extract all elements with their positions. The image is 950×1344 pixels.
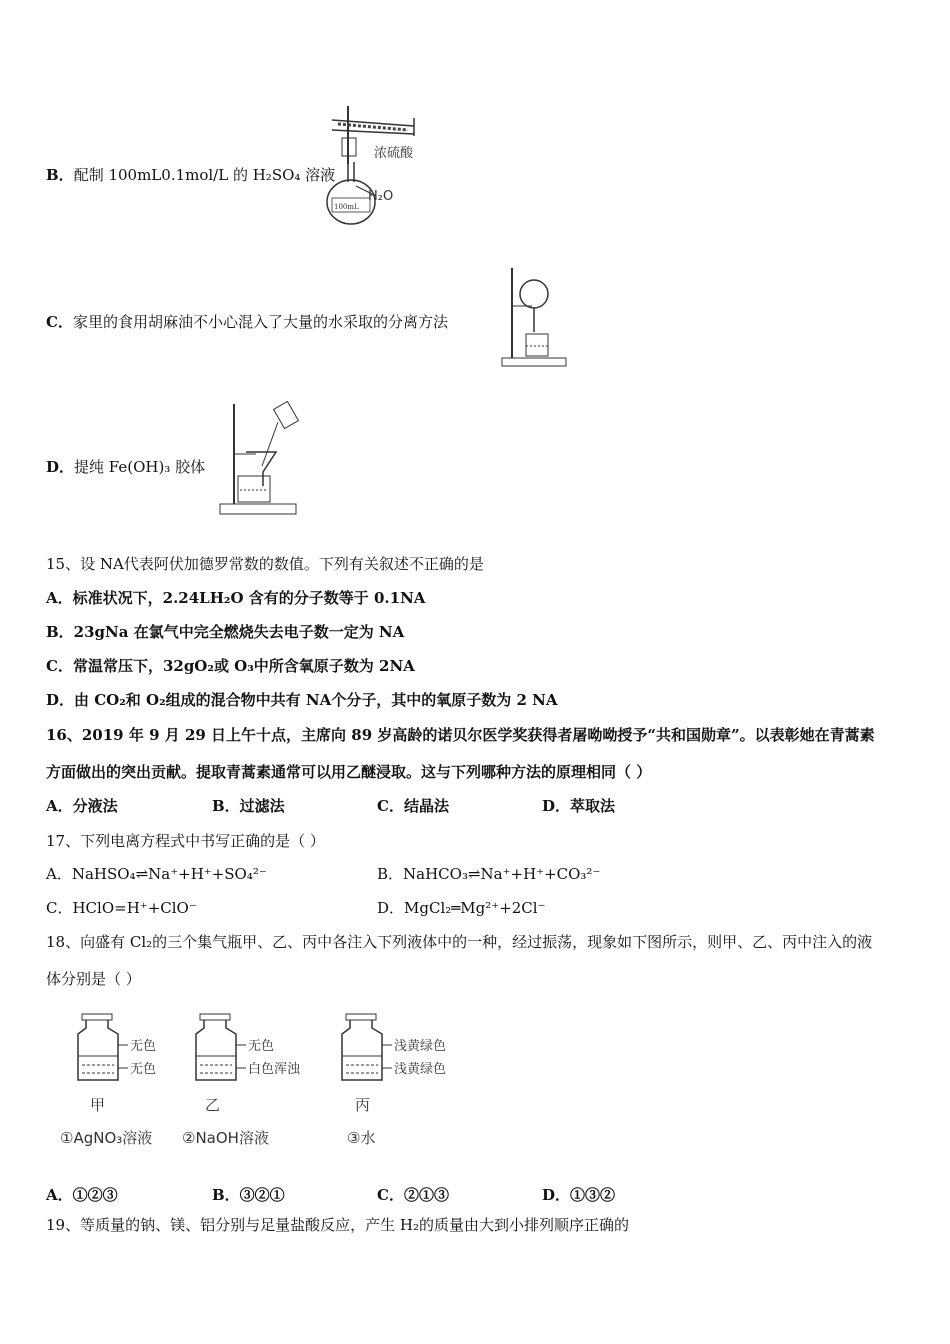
filtration-figure — [216, 396, 300, 518]
q17-option-b: B．NaHCO₃⇌Na⁺+H⁺+CO₃²⁻ — [377, 865, 601, 883]
q15-option-d: D．由 CO₂和 O₂组成的混合物中共有 NA个分子，其中的氧原子数为 2 NA — [46, 691, 558, 709]
bottle-3-top-label: 浅黄绿色 — [394, 1039, 447, 1054]
option-c — [46, 312, 448, 332]
q16-stem-line1: 16、2019 年 9 月 29 日上午十点，主席向 89 岁高龄的诺贝尔医学奖获得者屠呦呦授予“共和国勋章”。以表彰她在青蒿素 — [46, 726, 875, 744]
option-d-letter: D． — [46, 458, 75, 476]
label-conc-acid: 浓硫酸 — [374, 146, 414, 161]
bottle-1-bottom-label: 无色 — [130, 1062, 157, 1077]
flask-label: 100mL — [334, 203, 359, 211]
option-b — [46, 165, 335, 185]
bottle-3-name: 丙 — [355, 1096, 371, 1114]
separatory-funnel-figure — [498, 266, 570, 370]
option-c-text: 家里的食用胡麻油不小心混入了大量的水采取的分离方法 — [72, 313, 448, 331]
liquid-2-label: ②NaOH溶液 — [182, 1129, 269, 1147]
volumetric-flask-figure — [318, 104, 418, 228]
bottle-yi — [196, 1014, 301, 1080]
q18-option-c: C．②①③ — [377, 1186, 449, 1204]
liquid-3-label: ③水 — [347, 1129, 376, 1147]
bottle-1-top-label: 无色 — [130, 1039, 157, 1054]
bottle-2-bottom-label: 白色浑浊 — [248, 1062, 301, 1077]
bottle-jia — [78, 1014, 156, 1080]
q18-option-b: B．③②① — [212, 1186, 285, 1204]
bottle-3-bottom-label: 浅黄绿色 — [394, 1062, 447, 1077]
bottle-2-top-label: 无色 — [248, 1039, 275, 1054]
bottle-2-name: 乙 — [205, 1096, 221, 1114]
q18-stem-line1: 18、向盛有 Cl₂的三个集气瓶甲、乙、丙中各注入下列液体中的一种，经过振荡，现象如下图所示，则甲、乙、丙中注入的液 — [46, 933, 873, 951]
q15-option-c: C．常温常压下，32gO₂或 O₃中所含氧原子数为 2NA — [46, 657, 415, 675]
q17-option-a: A．NaHSO₄⇌Na⁺+H⁺+SO₄²⁻ — [46, 865, 267, 883]
liquid-1-label: ①AgNO₃溶液 — [60, 1129, 153, 1147]
q16-option-c: C．结晶法 — [377, 797, 449, 815]
q17-option-d: D．MgCl₂═Mg²⁺+2Cl⁻ — [377, 899, 546, 917]
q19-stem: 19、等质量的钠、镁、铝分别与足量盐酸反应，产生 H₂的质量由大到小排列顺序正确的 — [46, 1216, 629, 1234]
option-d-text: 提纯 Fe(OH)₃ 胶体 — [74, 458, 206, 476]
q15-stem: 15、设 NA代表阿伏加德罗常数的数值。下列有关叙述不正确的是 — [46, 555, 484, 573]
q16-option-d: D．萃取法 — [542, 797, 616, 815]
label-water: H₂O — [368, 189, 394, 204]
q16-option-a: A．分液法 — [46, 797, 118, 815]
bottle-1-name: 甲 — [90, 1096, 106, 1114]
q15-option-a: A．标准状况下，2.24LH₂O 含有的分子数等于 0.1NA — [46, 589, 426, 607]
q18-option-a: A．①②③ — [46, 1186, 118, 1204]
q16-stem-line2: 方面做出的突出贡献。提取青蒿素通常可以用乙醚浸取。这与下列哪种方法的原理相同（ ） — [46, 763, 652, 781]
q17-stem: 17、下列电离方程式中书写正确的是（ ） — [46, 832, 325, 850]
option-b-letter: B． — [46, 166, 74, 184]
q17-option-c: C．HClO=H⁺+ClO⁻ — [46, 899, 197, 917]
q18-stem-line2: 体分别是（ ） — [46, 970, 141, 988]
option-b-text: 配制 100mL0.1mol/L 的 H₂SO₄ 溶液 — [73, 166, 336, 184]
bottle-bing — [342, 1014, 446, 1080]
q15-option-b: B．23gNa 在氯气中完全燃烧失去电子数一定为 NA — [46, 623, 405, 641]
option-c-letter: C． — [46, 313, 73, 331]
q18-option-d: D．①③② — [542, 1186, 616, 1204]
option-d — [46, 457, 205, 477]
q16-option-b: B．过滤法 — [212, 797, 285, 815]
